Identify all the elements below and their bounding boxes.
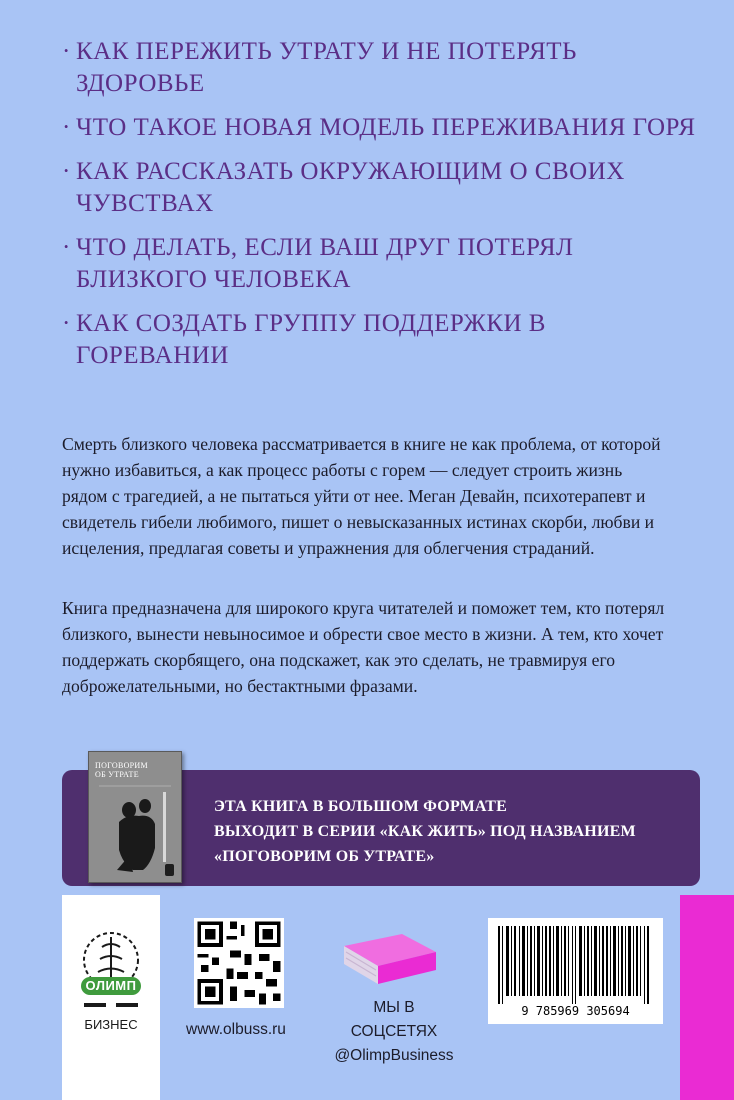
book-title: ПОГОВОРИМ ОБ УТРАТЕ — [95, 761, 148, 779]
feature-text: ЧТО ТАКОЕ НОВАЯ МОДЕЛЬ ПЕРЕЖИВАНИЯ ГОРЯ — [76, 114, 696, 141]
publisher-logo-panel — [62, 895, 160, 1100]
description-paragraph: Смерть близкого человека рассматривается в книге не как проблема, от которой нужно избавиться, а как процесс работы с горем — следует строить жизнь рядом с трагедией, а не пытаться уйти от нее. Меган Девайн, психотерапевт и свидетель гибели любимого, пишет о невысказанных истинах скорби, любви и исцеления, предлагая советы и упражнения для облегчения страданий. — [62, 434, 661, 558]
isbn-number: 9 785969 305694 — [521, 1004, 630, 1018]
pink-accent-bar — [680, 895, 734, 1100]
feature-item — [62, 156, 702, 220]
feature-text: ЧТО ДЕЛАТЬ, ЕСЛИ ВАШ ДРУГ ПОТЕРЯЛ БЛИЗКОГО ЧЕЛОВЕКА — [76, 234, 574, 293]
feature-item — [62, 112, 702, 144]
embrace-figure-icon — [89, 752, 181, 882]
feature-item — [62, 36, 702, 100]
social-handle[interactable]: @OlimpBusiness — [334, 1047, 454, 1064]
social-label: МЫ В СОЦСЕТЯХ — [350, 999, 438, 1040]
publisher-subname: БИЗНЕС — [84, 1017, 138, 1032]
banner-text — [214, 794, 636, 869]
social-block — [328, 996, 460, 1068]
feature-text: КАК СОЗДАТЬ ГРУППУ ПОДДЕРЖКИ В ГОРЕВАНИИ — [76, 310, 546, 369]
bullet-dot: · — [62, 234, 71, 261]
bullet-dot: · — [62, 114, 71, 141]
feature-item — [62, 308, 702, 372]
feature-list — [62, 36, 702, 384]
banner-line: ЭТА КНИГА В БОЛЬШОМ ФОРМАТЕ — [214, 798, 508, 815]
feature-text: КАК ПЕРЕЖИТЬ УТРАТУ И НЕ ПОТЕРЯТЬ ЗДОРОВЬЕ — [76, 38, 577, 97]
feature-text: КАК РАССКАЗАТЬ ОКРУЖАЮЩИМ О СВОИХ ЧУВСТВАХ — [76, 158, 625, 217]
bullet-dot: · — [62, 38, 71, 65]
banner-line: ВЫХОДИТ В СЕРИИ «КАК ЖИТЬ» ПОД НАЗВАНИЕМ — [214, 823, 636, 840]
isbn-barcode — [488, 918, 663, 1024]
website-link[interactable]: www.olbuss.ru — [186, 1021, 286, 1038]
book-cover-thumbnail — [88, 751, 182, 883]
feature-item — [62, 232, 702, 296]
audience-paragraph: Книга предназначена для широкого круга читателей и поможет тем, кто потерял близкого, вынести невыносимое и обрести свое место в жизни. А тем, кто хочет поддержать скорбящего, она подскажет, как это сделать, не травмируя его доброжелательными, но бестактными фразами. — [62, 598, 665, 696]
bullet-dot: · — [62, 310, 71, 337]
publisher-name: ОЛИМП — [85, 978, 137, 993]
bullet-dot: · — [62, 158, 71, 185]
publisher-emblem-icon — [62, 895, 160, 1025]
qr-code-icon[interactable] — [194, 918, 284, 1008]
banner-line: «ПОГОВОРИМ ОБ УТРАТЕ» — [214, 848, 435, 865]
book-stack-icon — [332, 928, 442, 990]
